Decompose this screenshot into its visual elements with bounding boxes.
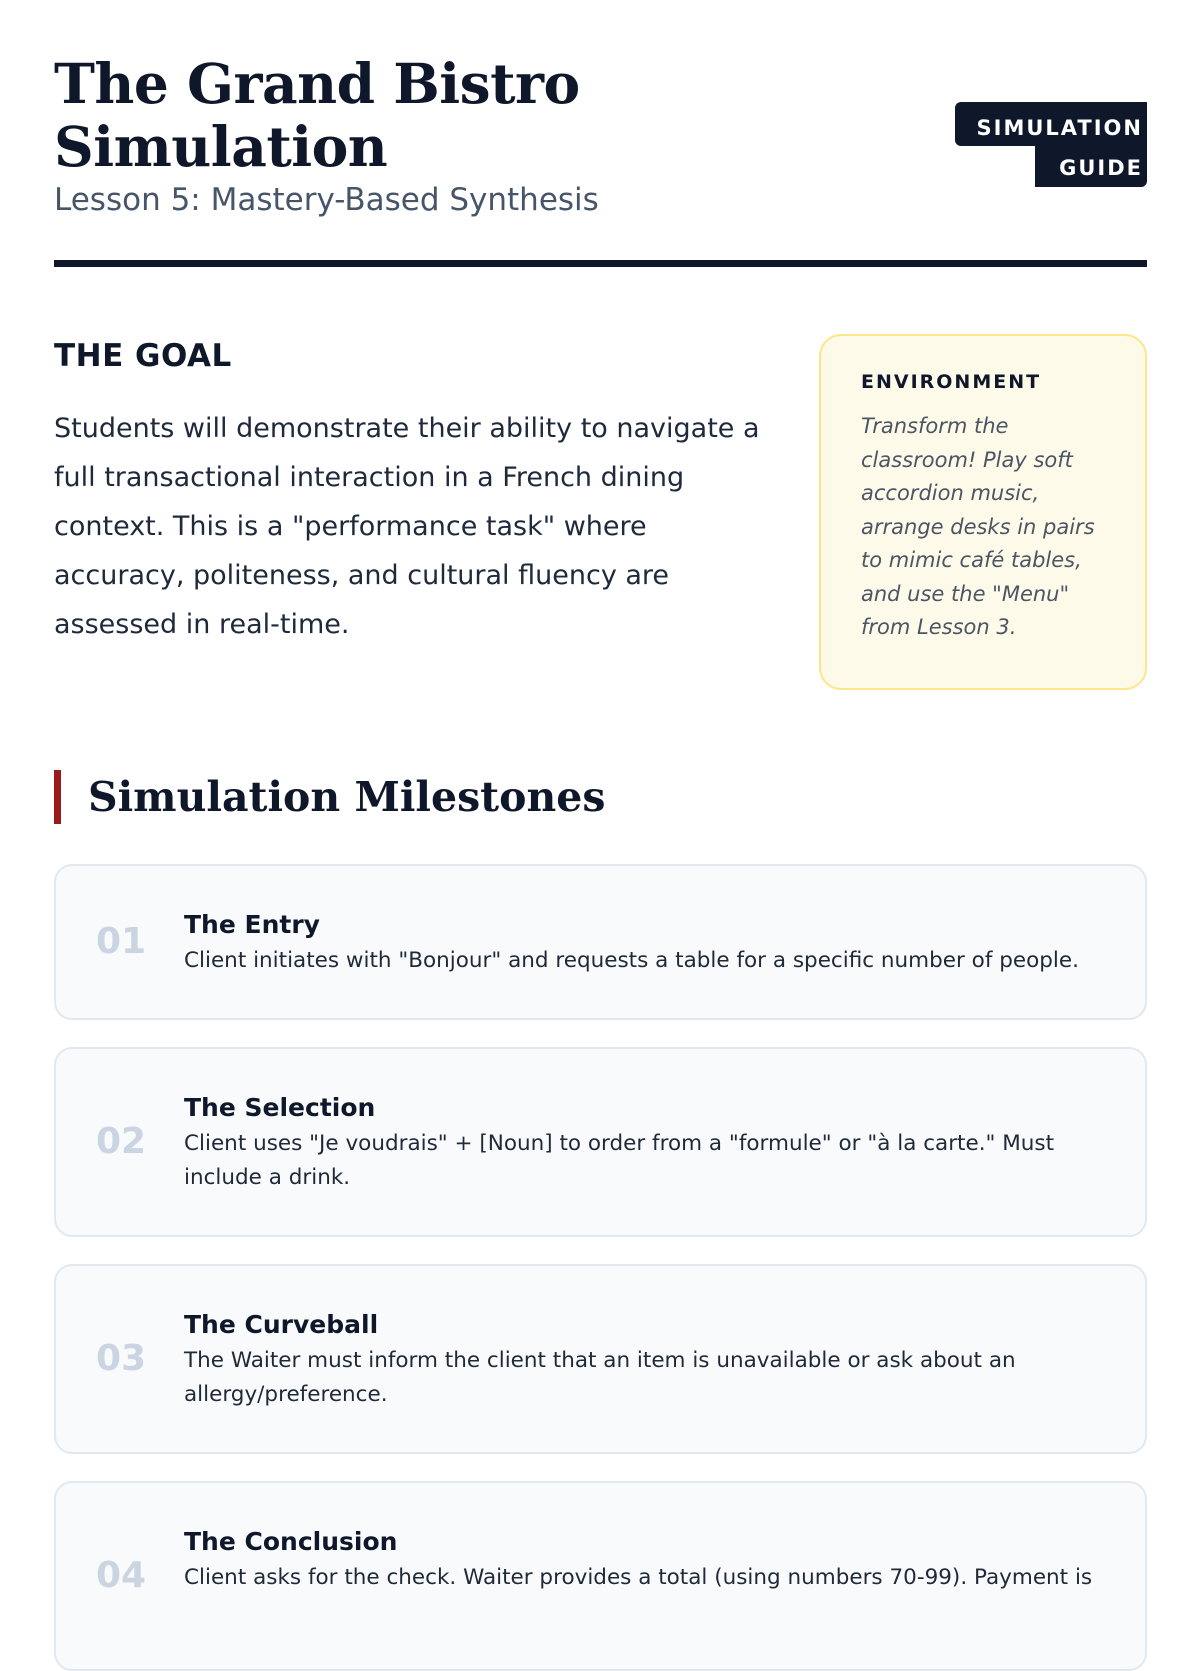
milestones-heading: Simulation Milestones [88, 773, 606, 821]
section-accent-bar [54, 770, 61, 824]
environment-callout [819, 334, 1147, 690]
milestone-body [184, 908, 1101, 978]
milestone-body [184, 1308, 1101, 1412]
lesson-subtitle: Lesson 5: Mastery-Based Synthesis [54, 182, 599, 218]
environment-label: ENVIRONMENT [861, 371, 1042, 393]
page-title: The Grand Bistro Simulation [54, 51, 580, 179]
milestone-description: Client initiates with "Bonjour" and requests a table for a specific number of people. [184, 948, 1079, 973]
milestone-number: 01 [96, 921, 147, 962]
goal-text: Students will demonstrate their ability to navigate a full transactional interaction in a French dining context. This is a "performance task" where accuracy, politeness, and cultural fluency are assessed in real-time. [54, 413, 760, 640]
badge-label: SIMULATION GUIDE [976, 116, 1143, 180]
milestone-card [54, 1264, 1147, 1454]
milestone-description: Client asks for the check. Waiter provides a total (using numbers 70-99). Payment is [184, 1565, 1093, 1590]
milestone-description: Client uses "Je voudrais" + [Noun] to order from a "formule" or "à la carte." Must include a drink. [184, 1131, 1055, 1190]
goal-heading: THE GOAL [54, 338, 232, 374]
milestone-body [184, 1525, 1101, 1595]
milestone-title: The Curveball [184, 1310, 379, 1339]
milestone-description: The Waiter must inform the client that an item is unavailable or ask about an allergy/preference. [184, 1348, 1016, 1407]
header-divider [54, 260, 1147, 267]
environment-text: Transform the classroom! Play soft accordion music, arrange desks in pairs to mimic café tables, and use the "Menu" from Lesson 3. [861, 414, 1095, 639]
milestone-title: The Entry [184, 910, 320, 939]
milestone-number: 02 [96, 1121, 147, 1162]
milestone-card [54, 1481, 1147, 1671]
milestone-number: 03 [96, 1338, 147, 1379]
milestone-title: The Conclusion [184, 1527, 398, 1556]
milestone-body [184, 1091, 1101, 1195]
goal-section [54, 336, 774, 649]
milestone-title: The Selection [184, 1093, 376, 1122]
simulation-guide-badge [955, 102, 1147, 187]
milestone-card [54, 864, 1147, 1020]
milestone-number: 04 [96, 1555, 147, 1596]
milestone-card [54, 1047, 1147, 1237]
